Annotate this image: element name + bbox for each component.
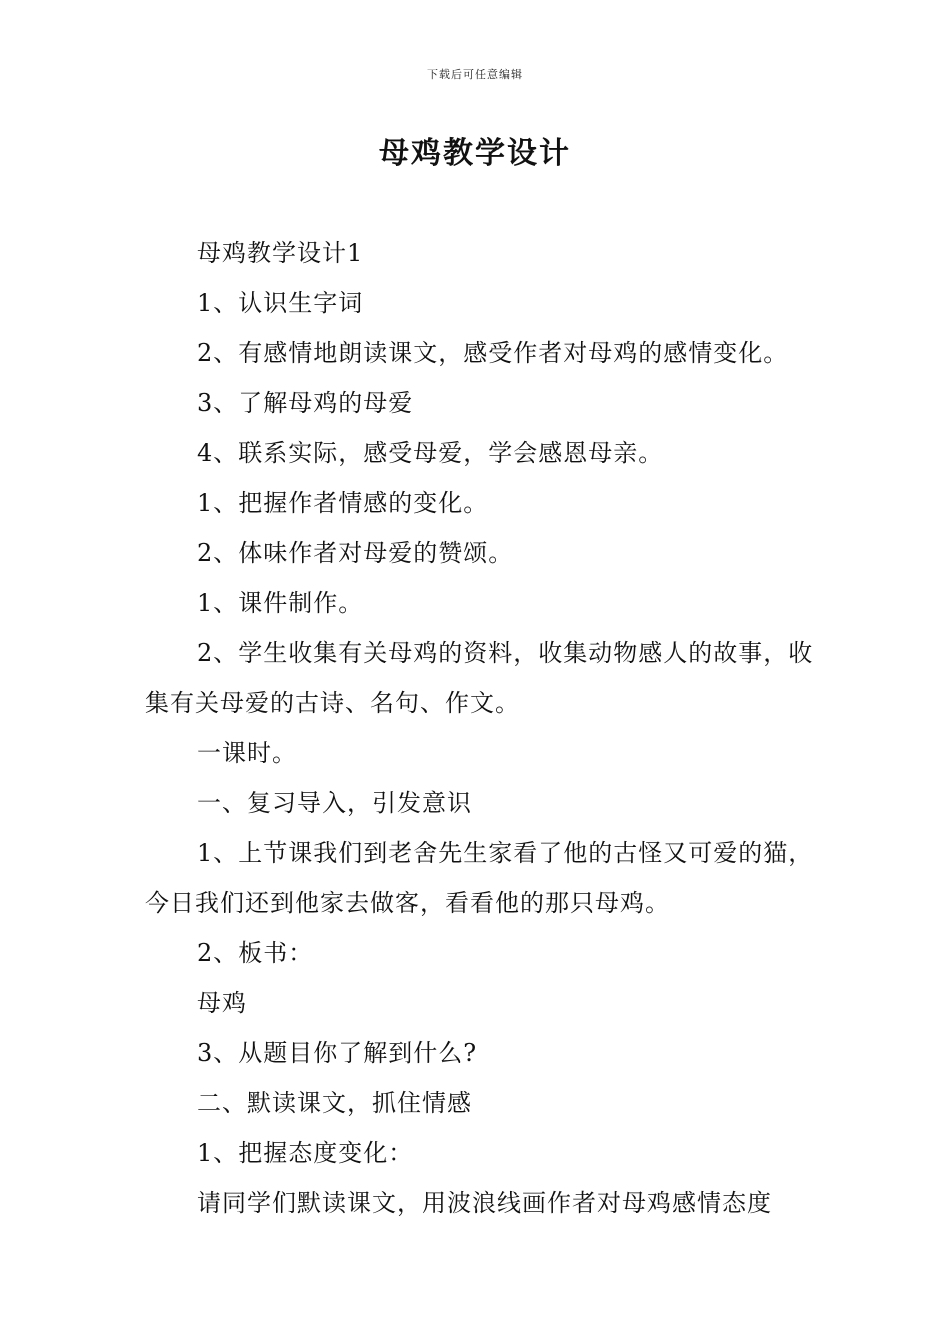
paragraph: 一课时。 — [197, 739, 297, 767]
paragraph: 3、从题目你了解到什么? — [197, 1039, 478, 1067]
paragraph: 1、课件制作。 — [197, 589, 364, 617]
paragraph: 1、上节课我们到老舍先生家看了他的古怪又可爱的猫，今日我们还到他家去做客，看看他的那只母鸡。 — [145, 839, 814, 917]
paragraph: 1、把握作者情感的变化。 — [197, 489, 489, 517]
paragraph: 1、认识生字词 — [197, 289, 364, 317]
paragraph: 2、体味作者对母爱的赞颂。 — [197, 539, 514, 567]
paragraph: 母鸡 — [197, 989, 247, 1017]
paragraph: 3、了解母鸡的母爱 — [197, 389, 414, 417]
paragraph: 请同学们默读课文，用波浪线画作者对母鸡感情态度 — [197, 1189, 772, 1217]
paragraph: 4、联系实际，感受母爱，学会感恩母亲。 — [197, 439, 664, 467]
paragraph: 2、有感情地朗读课文，感受作者对母鸡的感情变化。 — [197, 339, 789, 367]
paragraph: 2、板书： — [197, 939, 314, 967]
paragraph: 母鸡教学设计1 — [197, 239, 364, 267]
header-note: 下载后可任意编辑 — [427, 68, 523, 81]
paragraph: 2、学生收集有关母鸡的资料，收集动物感人的故事，收集有关母爱的古诗、名句、作文。 — [145, 639, 814, 717]
paragraph: 二、默读课文，抓住情感 — [197, 1089, 472, 1117]
paragraph: 一、复习导入，引发意识 — [197, 789, 472, 817]
page-title: 母鸡教学设计 — [379, 136, 571, 171]
document-body — [145, 228, 815, 1228]
paragraph: 1、把握态度变化： — [197, 1139, 414, 1167]
